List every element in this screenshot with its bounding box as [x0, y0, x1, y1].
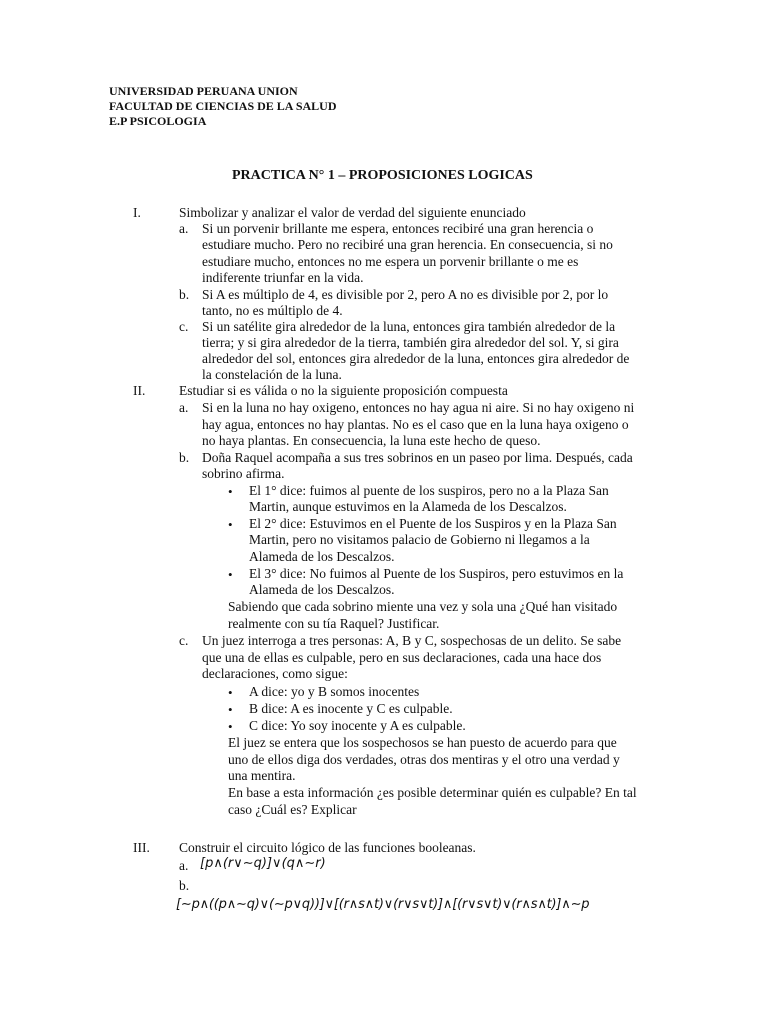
section-2-item-a-label: a.: [179, 400, 189, 415]
bullet-icon: •: [228, 517, 233, 532]
section-2-item-c-label: c.: [179, 633, 189, 648]
nephew-statement-line: El 3° dice: No fuimos al Puente de los Suspiros, pero estuvimos en la: [249, 566, 624, 581]
section-1-item-a-line: estudiare mucho, entonces no me espera un porvenir brillante o me es: [202, 254, 579, 269]
section-2-item-c-line: que una de ellas es culpable, pero en sus declaraciones, cada una hace dos: [202, 650, 602, 665]
section-1-item-a-line: Si un porvenir brillante me espera, entonces recibiré una gran herencia o: [202, 221, 594, 236]
school-name: E.P PSICOLOGIA: [109, 114, 207, 128]
nephew-statement-line: Alameda de los Descalzos.: [249, 582, 395, 597]
section-2-item-c-closing-line: una mentira.: [228, 768, 296, 783]
section-2-item-c-line: Un juez interroga a tres personas: A, B y C, sospechosas de un delito. Se sabe: [202, 633, 622, 648]
section-1-numeral: I.: [133, 205, 141, 220]
suspect-statement: C dice: Yo soy inocente y A es culpable.: [249, 718, 466, 733]
nephew-statement-line: Martin, pero no visitamos palacio de Gobierno ni llegamos a la: [249, 532, 590, 547]
bullet-icon: •: [228, 702, 233, 717]
section-2-item-c-closing-line: uno de ellos diga dos verdades, otras dos mentiras y el otro una verdad y: [228, 752, 620, 767]
bullet-icon: •: [228, 484, 233, 499]
section-1-item-c-label: c.: [179, 319, 189, 334]
nephew-statement-line: El 2° dice: Estuvimos en el Puente de los Suspiros y en la Plaza San: [249, 516, 617, 531]
boolean-formula-b: [∼p∧((p∧∼q)∨(∼p∨q))]∨[(r∧s∧t)∨(r∨s∨t)]∧[(r∨s∨t)∨(r∧s∧t)]∧∼p: [176, 897, 590, 912]
bullet-icon: •: [228, 719, 233, 734]
section-1-item-a-line: estudiare mucho. Pero no recibiré una gran herencia. En consecuencia, si no: [202, 237, 613, 252]
section-1-item-b-line: tanto, no es múltiplo de 4.: [202, 303, 343, 318]
section-1-item-c-line: alrededor del sol, entonces gira alrededor de la luna, entonces gira alrededor de: [202, 351, 630, 366]
section-1-item-a-line: indiferente triunfar en la vida.: [202, 270, 364, 285]
nephew-statement-line: El 1° dice: fuimos al puente de los suspiros, pero no a la Plaza San: [249, 483, 609, 498]
suspect-statement: B dice: A es inocente y C es culpable.: [249, 701, 453, 716]
section-2-item-a-line: hay agua, entonces no hay plantas. No es el caso que en la luna haya oxigeno o: [202, 417, 629, 432]
section-1-item-a-label: a.: [179, 221, 189, 236]
nephew-statement-line: Alameda de los Descalzos.: [249, 549, 395, 564]
section-2-item-b-line: sobrino afirma.: [202, 466, 285, 481]
section-2-item-c-closing-line: caso ¿Cuál es? Explicar: [228, 802, 357, 817]
section-2-item-b-line: Doña Raquel acompaña a sus tres sobrinos en un paseo por lima. Después, cada: [202, 450, 633, 465]
section-3-heading: Construir el circuito lógico de las funciones booleanas.: [179, 840, 476, 855]
section-2-item-c-line: declaraciones, como sigue:: [202, 666, 348, 681]
section-1-item-c-line: la constelación de la luna.: [202, 367, 342, 382]
bullet-icon: •: [228, 567, 233, 582]
section-2-item-c-closing-line: El juez se entera que los sospechosos se han puesto de acuerdo para que: [228, 735, 617, 750]
nephew-statement-line: Martin, aunque estuvimos en la Alameda de los Descalzos.: [249, 499, 567, 514]
section-2-item-c-closing-line: En base a esta información ¿es posible determinar quién es culpable? En tal: [228, 785, 637, 800]
boolean-formula-a: [p∧(r∨∼q)]∨(q∧∼r): [200, 856, 326, 871]
section-3-numeral: III.: [133, 840, 150, 855]
section-1-item-c-line: tierra; y si gira alrededor de la tierra, también gira alrededor del sol. Y, si gira: [202, 335, 619, 350]
section-1-item-b-line: Si A es múltiplo de 4, es divisible por 2, pero A no es divisible por 2, por lo: [202, 287, 609, 302]
section-1-heading: Simbolizar y analizar el valor de verdad del siguiente enunciado: [179, 205, 526, 220]
section-3-item-a-label: a.: [179, 858, 189, 873]
suspect-statement: A dice: yo y B somos inocentes: [249, 684, 420, 699]
page-title: PRACTICA N° 1 – PROPOSICIONES LOGICAS: [232, 168, 533, 183]
section-2-item-a-line: Si en la luna no hay oxigeno, entonces no hay agua ni aire. Si no hay oxigeno ni: [202, 400, 635, 415]
university-name: UNIVERSIDAD PERUANA UNION: [109, 84, 298, 98]
section-2-item-a-line: no haya plantas. En consecuencia, la luna este hecho de queso.: [202, 433, 541, 448]
section-2-item-b-closing-line: realmente con su tía Raquel? Justificar.: [228, 616, 440, 631]
faculty-name: FACULTAD DE CIENCIAS DE LA SALUD: [109, 99, 337, 113]
section-2-item-b-closing-line: Sabiendo que cada sobrino miente una vez y sola una ¿Qué han visitado: [228, 599, 618, 614]
section-3-item-b-label: b.: [179, 878, 190, 893]
section-1-item-b-label: b.: [179, 287, 190, 302]
section-2-heading: Estudiar si es válida o no la siguiente proposición compuesta: [179, 383, 508, 398]
section-2-item-b-label: b.: [179, 450, 190, 465]
bullet-icon: •: [228, 685, 233, 700]
section-2-numeral: II.: [133, 383, 146, 398]
section-1-item-c-line: Si un satélite gira alrededor de la luna, entonces gira también alrededor de la: [202, 319, 616, 334]
